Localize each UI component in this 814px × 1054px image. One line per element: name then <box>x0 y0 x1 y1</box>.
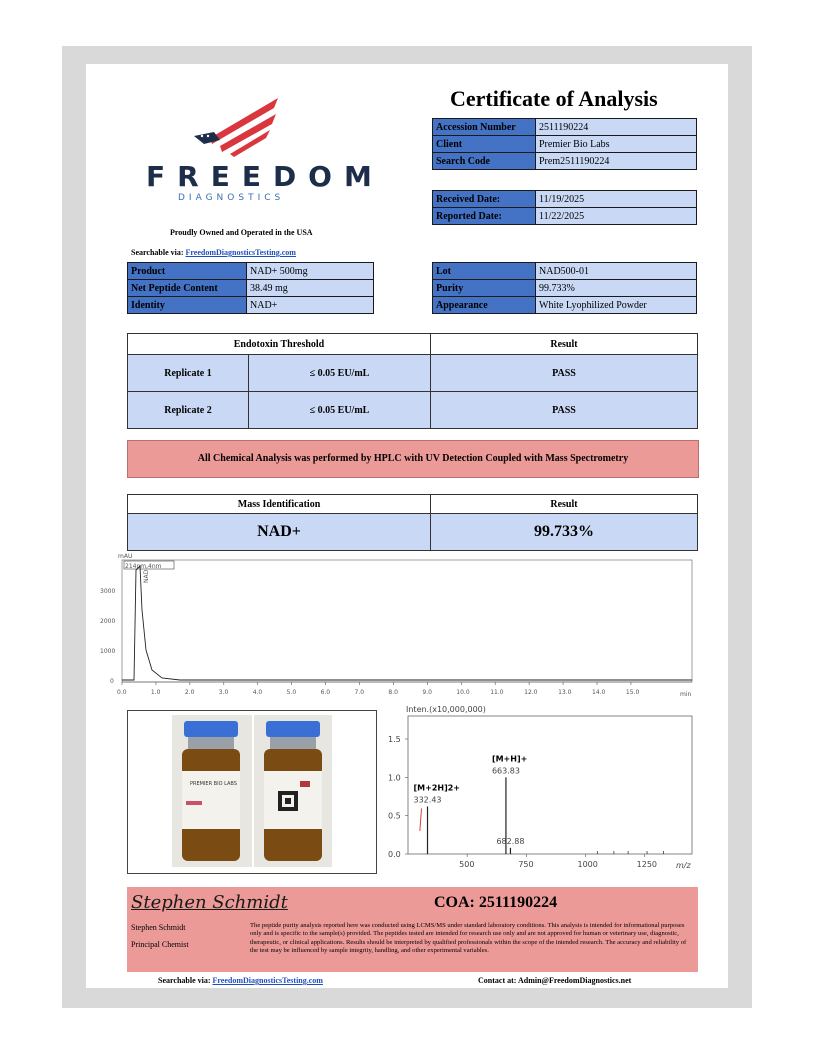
replicate-result: PASS <box>431 392 698 429</box>
product-table <box>127 262 374 314</box>
xtick-label: 13.0 <box>558 689 572 696</box>
chromatogram-channel: 214nm,4nm <box>125 563 162 570</box>
accession-value: 2511190224 <box>536 119 697 136</box>
endotoxin-table <box>127 333 698 429</box>
identity-key: Identity <box>128 297 247 314</box>
ytick-label: 1.5 <box>388 735 401 744</box>
footer-searchable-label: Searchable via: <box>158 976 211 985</box>
table-row <box>128 514 698 551</box>
dates-table <box>432 190 697 225</box>
chromatogram-xunit: min <box>680 691 692 698</box>
table-row <box>128 280 374 297</box>
table-row <box>128 297 374 314</box>
xtick-label: 3.0 <box>218 689 229 696</box>
mass-result-header: Result <box>431 495 698 514</box>
replicate-label: Replicate 2 <box>128 392 249 429</box>
xtick-label: 14.0 <box>592 689 606 696</box>
client-value: Premier Bio Labs <box>536 136 697 153</box>
xtick-label: 2.0 <box>184 689 195 696</box>
chromatogram-xticks <box>117 682 639 696</box>
xtick-label: 15.0 <box>625 689 640 696</box>
mass-identity: NAD+ <box>128 514 431 551</box>
lot-value: NAD500-01 <box>536 263 697 280</box>
chromatogram-trace <box>122 566 692 680</box>
ytick-label: 0.5 <box>388 811 401 821</box>
xtick-label: 7.0 <box>354 689 365 696</box>
peak-ion-label: [M+H]+ <box>491 754 528 764</box>
xtick-label: 10.0 <box>456 689 470 696</box>
signature: Stephen Schmidt <box>131 892 288 913</box>
annotation-connector <box>420 808 422 831</box>
accession-table <box>432 118 697 170</box>
table-row <box>433 297 697 314</box>
ytick-label: 2000 <box>100 618 116 625</box>
replicate-threshold: ≤ 0.05 EU/mL <box>249 392 431 429</box>
mass-result: 99.733% <box>431 514 698 551</box>
chromatogram-yticks <box>100 588 115 685</box>
reported-key: Reported Date: <box>433 208 536 225</box>
mass-table <box>127 494 698 551</box>
chart-xlabel: m/z <box>676 861 691 870</box>
chemist-name: Stephen Schmidt <box>131 923 186 932</box>
table-row <box>128 392 698 429</box>
identity-value: NAD+ <box>247 297 374 314</box>
logo-subtitle: DIAGNOSTICS <box>178 193 285 203</box>
table-row <box>433 119 697 136</box>
received-key: Received Date: <box>433 191 536 208</box>
logo-wordmark: FREEDOM <box>146 160 384 193</box>
appearance-key: Appearance <box>433 297 536 314</box>
reported-value: 11/22/2025 <box>536 208 697 225</box>
xtick-label: 12.0 <box>524 689 538 696</box>
chart-yticks <box>388 735 408 859</box>
xtick-label: 1000 <box>577 860 598 869</box>
page-title: Certificate of Analysis <box>450 86 658 111</box>
table-row <box>128 355 698 392</box>
purity-key: Purity <box>433 280 536 297</box>
xtick-label: 5.0 <box>286 689 297 696</box>
net-content-key: Net Peptide Content <box>128 280 247 297</box>
searchable-footer <box>158 976 323 985</box>
purity-value: 99.733% <box>536 280 697 297</box>
table-row <box>433 208 697 225</box>
xtick-label: 8.0 <box>388 689 398 696</box>
vial-photo-icon <box>128 711 376 873</box>
searchable-header <box>131 248 296 257</box>
chromatogram-unit: mAU <box>118 553 133 560</box>
table-row <box>433 263 697 280</box>
tagline: Proudly Owned and Operated in the USA <box>170 228 313 237</box>
table-row <box>433 280 697 297</box>
chart-xticks <box>459 854 657 869</box>
mass-id-header: Mass Identification <box>128 495 431 514</box>
lot-key: Lot <box>433 263 536 280</box>
searchable-link[interactable]: FreedomDiagnosticsTesting.com <box>185 248 296 257</box>
peak-value-label: 332.43 <box>413 795 442 805</box>
table-row <box>433 153 697 170</box>
product-key: Product <box>128 263 247 280</box>
xtick-label: 4.0 <box>252 689 263 696</box>
contact-info: Contact at: Admin@FreedomDiagnostics.net <box>478 976 632 985</box>
chart-ylabel: Inten.(x10,000,000) <box>406 705 486 714</box>
xtick-label: 9.0 <box>422 689 432 696</box>
xtick-label: 0.0 <box>117 689 127 696</box>
ytick-label: 0 <box>110 678 114 685</box>
coa-number: COA: 2511190224 <box>434 894 558 911</box>
net-content-value: 38.49 mg <box>247 280 374 297</box>
ytick-label: 1.0 <box>388 773 401 783</box>
appearance-value: White Lyophilized Powder <box>536 297 697 314</box>
table-header-row <box>128 334 698 355</box>
lot-table <box>432 262 697 314</box>
xtick-label: 6.0 <box>320 689 331 696</box>
chemist-role: Principal Chemist <box>131 940 189 949</box>
xtick-label: 750 <box>518 860 534 869</box>
replicate-label: Replicate 1 <box>128 355 249 392</box>
chromatogram-peak-label: NAD <box>143 569 150 583</box>
xtick-label: 500 <box>459 860 475 869</box>
mass-spectrum-chart <box>378 702 700 874</box>
accession-key: Accession Number <box>433 119 536 136</box>
search-code-key: Search Code <box>433 153 536 170</box>
search-code-value: Prem2511190224 <box>536 153 697 170</box>
table-header-row <box>128 495 698 514</box>
product-photo <box>127 710 377 874</box>
ytick-label: 3000 <box>100 588 116 595</box>
chromatogram-frame <box>122 560 692 682</box>
chart-peaks <box>414 754 664 854</box>
flag-wings-logo-icon <box>190 96 290 158</box>
table-row <box>433 191 697 208</box>
ytick-label: 0.0 <box>388 850 401 859</box>
peak-value-label: 663.83 <box>491 766 520 776</box>
peak-value-label: 682.88 <box>496 836 525 846</box>
endotoxin-result-header: Result <box>431 334 698 355</box>
xtick-label: 1.0 <box>150 689 161 696</box>
chromatogram <box>100 550 700 700</box>
table-row <box>128 263 374 280</box>
replicate-threshold: ≤ 0.05 EU/mL <box>249 355 431 392</box>
received-value: 11/19/2025 <box>536 191 697 208</box>
ytick-label: 1000 <box>100 648 116 655</box>
vial-label-text: PREMIER BIO LABS <box>190 781 237 787</box>
method-banner: All Chemical Analysis was performed by HPLC with UV Detection Coupled with Mass Spectrometry <box>127 440 699 478</box>
table-row <box>433 136 697 153</box>
searchable-label: Searchable via: <box>131 248 184 257</box>
xtick-label: 11.0 <box>490 689 504 696</box>
product-value: NAD+ 500mg <box>247 263 374 280</box>
replicate-result: PASS <box>431 355 698 392</box>
client-key: Client <box>433 136 536 153</box>
footer-searchable-link[interactable]: FreedomDiagnosticsTesting.com <box>212 976 323 985</box>
peak-ion-label: [M+2H]2+ <box>413 783 461 793</box>
endotoxin-threshold-header: Endotoxin Threshold <box>128 334 431 355</box>
disclaimer: The peptide purity analysis reported here was conducted using LCMS/MS under standard laboratory conditions. This analysis is intended for informational purposes only and is specific to the sample(s) provided. The peptides tested are intended for research use only and are not approved for human or veterinary use, diagnostic, therapeutic, or clinical applications. Results should be interpreted by qualified professionals within the scope of the intended research. The accuracy and reliability of the test may be influenced by sample integrity, handling, and other experimental variables. <box>250 922 687 955</box>
xtick-label: 1250 <box>636 860 658 869</box>
